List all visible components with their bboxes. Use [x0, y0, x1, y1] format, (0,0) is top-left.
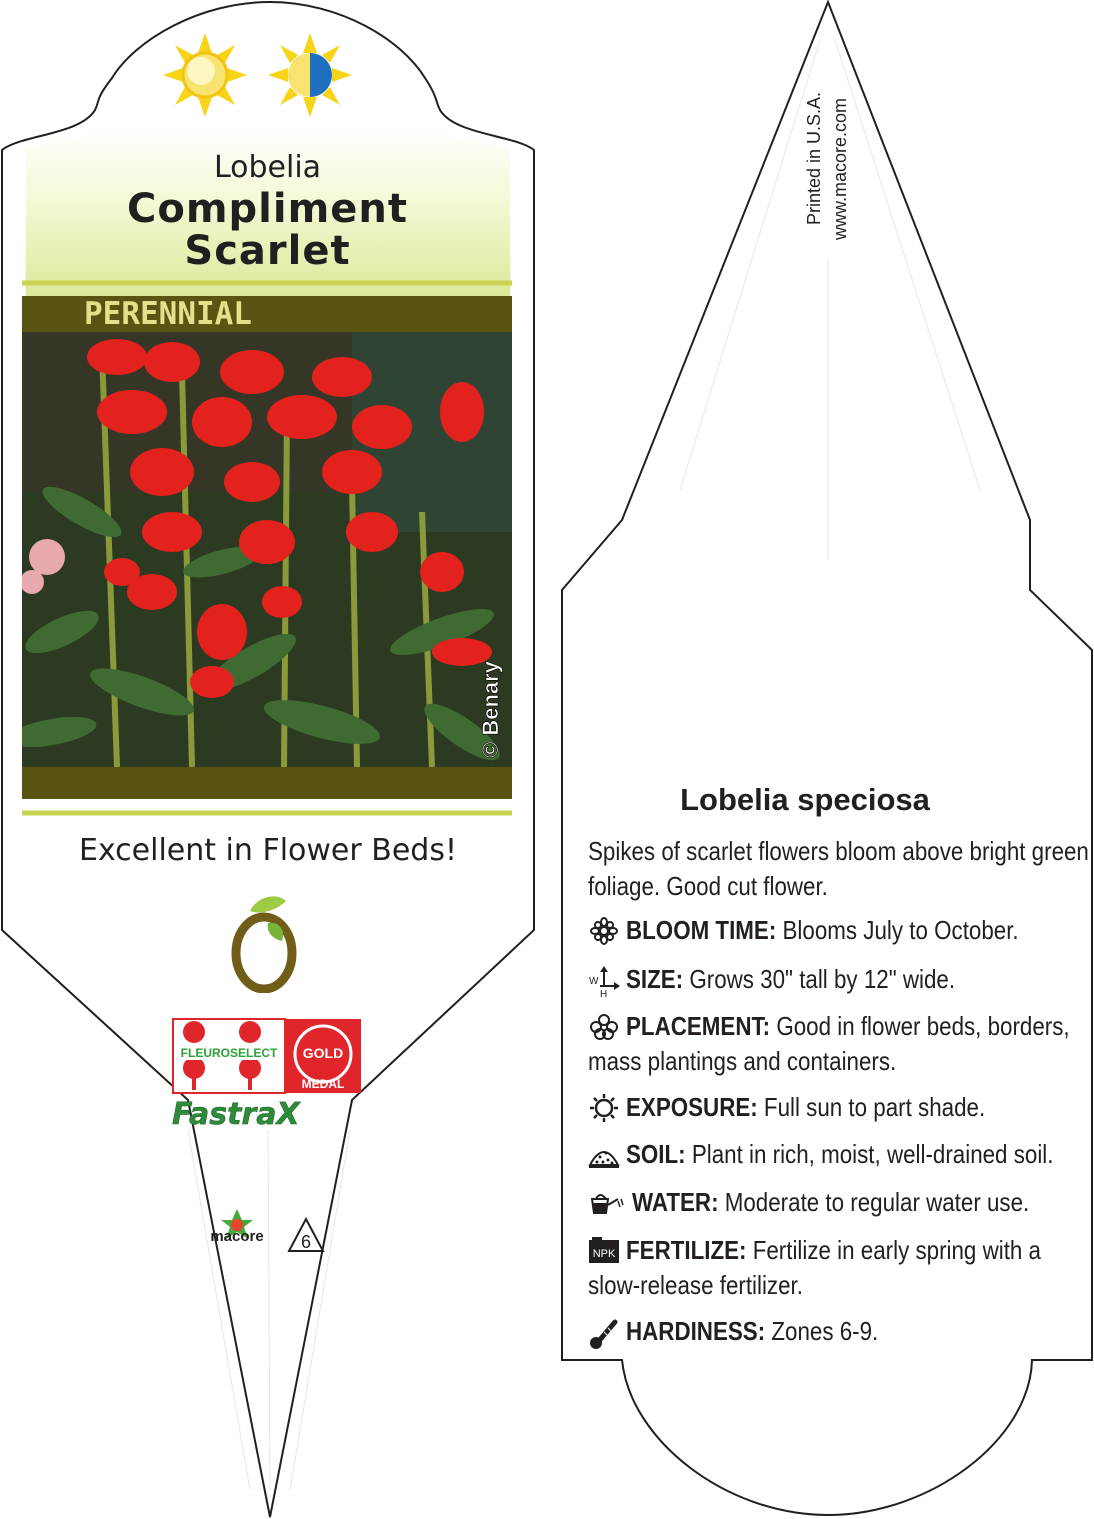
variety-name-line2: Scarlet — [184, 228, 351, 274]
thermometer-icon — [588, 1318, 620, 1350]
svg-text:FLEUROSELECT: FLEUROSELECT — [180, 1046, 278, 1060]
npk-fertilizer-icon — [588, 1237, 620, 1265]
svg-text:W: W — [589, 976, 599, 987]
fertilize-line2: slow-release fertilizer. — [588, 1270, 803, 1300]
full-sun-icon — [163, 33, 247, 117]
fleuroselect-gold-medal-badge — [172, 1018, 362, 1094]
photo-bottom-banner — [22, 767, 512, 799]
watering-can-icon — [588, 1189, 624, 1217]
printed-info — [798, 60, 858, 240]
sun-exposure-icon — [588, 1094, 620, 1122]
sun-icons — [160, 30, 360, 120]
flower-icon — [588, 917, 620, 945]
svg-text:GOLD: GOLD — [302, 1045, 344, 1061]
printed-in-usa: Printed in U.S.A. — [804, 91, 824, 225]
website: www.macore.com — [830, 97, 850, 240]
flower-bed-icon — [588, 1013, 620, 1041]
plant-photo — [22, 332, 512, 767]
seed-logo-icon — [228, 893, 308, 993]
photo-credit — [478, 640, 504, 760]
svg-text:H: H — [600, 989, 608, 998]
recycle-6-icon — [286, 1216, 326, 1256]
svg-text:FastraX: FastraX — [172, 1097, 300, 1130]
tagline: Excellent in Flower Beds! — [78, 833, 457, 868]
placement-line2: mass plantings and containers. — [588, 1046, 897, 1076]
species-name: Lobelia speciosa — [680, 782, 930, 817]
dimensions-icon — [588, 966, 620, 998]
variety-name-line1: Compliment — [127, 186, 408, 232]
category-banner: PERENNIAL — [22, 296, 512, 332]
soil-icon — [588, 1141, 620, 1169]
genus-name: Lobelia — [213, 150, 322, 185]
svg-text:6: 6 — [300, 1232, 312, 1252]
photo-credit-text: © Benary — [478, 661, 503, 758]
macore-logo — [205, 1207, 285, 1257]
description-line2: foliage. Good cut flower. — [588, 871, 828, 901]
description-line1: Spikes of scarlet flowers bloom above bright green — [588, 836, 1089, 866]
svg-text:NPK: NPK — [592, 1248, 616, 1260]
svg-text:MEDAL: MEDAL — [301, 1077, 345, 1091]
part-shade-sun-icon — [268, 33, 352, 117]
fastrax-logo — [168, 1094, 368, 1130]
svg-text:macore: macore — [210, 1228, 264, 1245]
